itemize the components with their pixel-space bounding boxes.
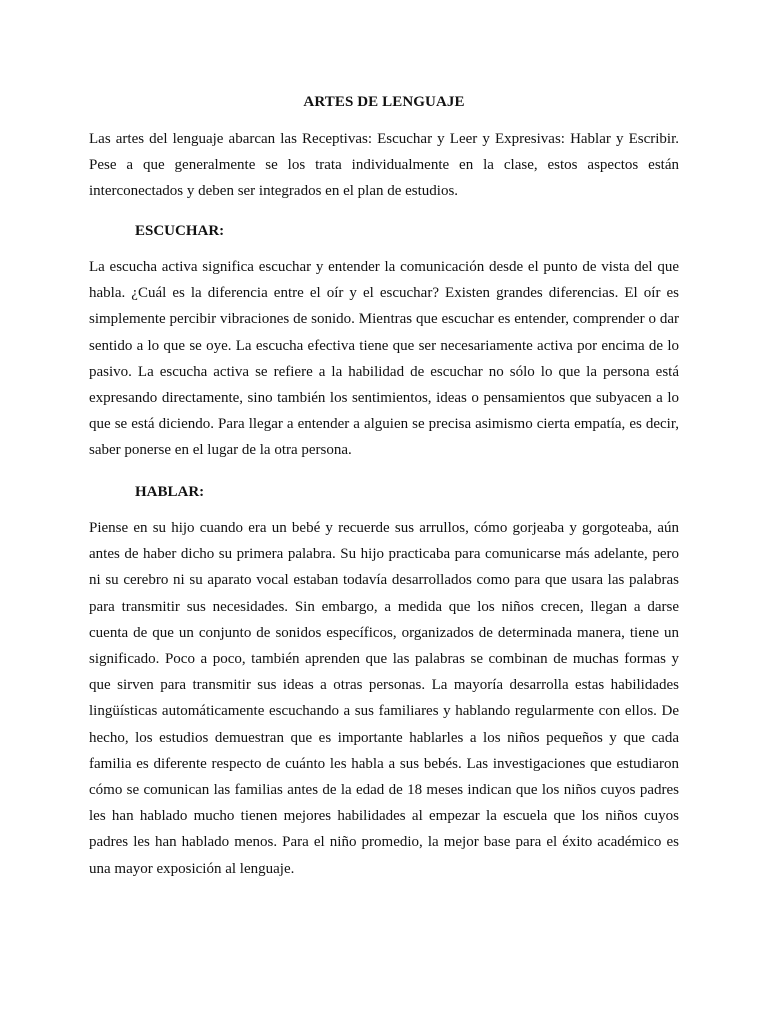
document-title: ARTES DE LENGUAJE (303, 94, 465, 110)
section-heading-hablar: HABLAR: (135, 484, 205, 500)
section-body-hablar: Piense en su hijo cuando era un bebé y recuerde sus arrullos, cómo gorjeaba y gorgoteaba, aún antes de haber dicho su primera palabra. Su hijo practicaba para comunicarse más adelante, pero ni su cerebro ni su aparato vocal estaban todavía desarrollados como para que usara las palabras para transmitir sus necesidades. Sin embargo, a medida que los niños crecen, llegan a darse cuenta de que un conjunto de sonidos específicos, organizados de determinada manera, tiene un significado. Poco a poco, también aprenden que las palabras se combinan de muchas formas y que sirven para transmitir sus ideas a otras personas. La mayoría desarrolla estas habilidades lingüísticas automáticamente escuchando a sus familiares y hablando regularmente con ellos. De hecho, los estudios demuestran que es importante hablarles a los niños pequeños y que cada familia es diferente respecto de cuánto les habla a sus bebés. Las investigaciones que estudiaron cómo se comunican las familias antes de la edad de 18 meses indican que los niños cuyos padres les han hablado mucho tienen mejores habilidades al empezar la escuela que los niños cuyos padres les han hablado menos. Para el niño promedio, la mejor base para el éxito académico es una mayor exposición al lenguaje. (89, 520, 679, 877)
intro-paragraph: Las artes del lenguaje abarcan las Receptivas: Escuchar y Leer y Expresivas: Hablar y Escribir. Pese a que generalmente se los trata individualmente en la clase, estos aspectos están interconectados y deben ser integrados en el plan de estudios. (89, 131, 679, 200)
section-body-escuchar: La escucha activa significa escuchar y entender la comunicación desde el punto de vista del que habla. ¿Cuál es la diferencia entre el oír y el escuchar? Existen grandes diferencias. El oír es simplemente percibir vibraciones de sonido. Mientras que escuchar es entender, comprender o dar sentido a lo que se oye. La escucha efectiva tiene que ser necesariamente activa por encima de lo pasivo. La escucha activa se refiere a la habilidad de escuchar no sólo lo que la persona está expresando directamente, sino también los sentimientos, ideas o pensamientos que subyacen a lo que se está diciendo. Para llegar a entender a alguien se precisa asimismo cierta empatía, es decir, saber ponerse en el lugar de la otra persona. (89, 259, 679, 459)
section-heading-escuchar: ESCUCHAR: (135, 223, 225, 239)
